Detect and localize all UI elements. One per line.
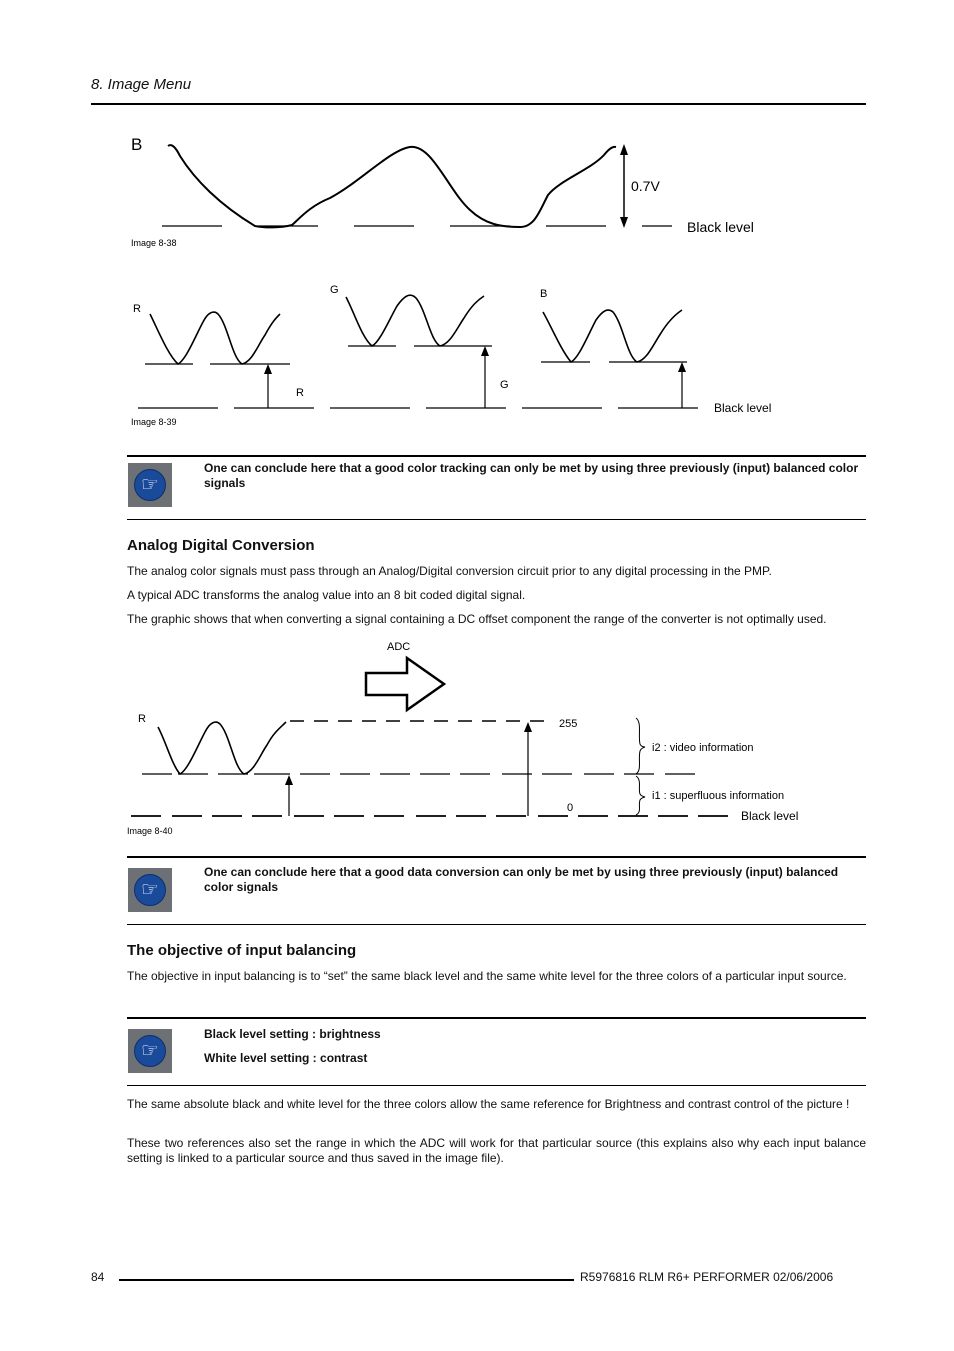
paragraph: The graphic shows that when converting a signal containing a DC offset component the range of the converter is not optimally used. xyxy=(127,612,827,626)
black-level-label: Black level xyxy=(687,219,754,235)
blue-waveform xyxy=(543,310,682,362)
superfluous-info-brace xyxy=(636,776,645,815)
paragraph: A typical ADC transforms the analog value into an 8 bit coded digital signal. xyxy=(127,588,526,602)
paragraph: The analog color signals must pass through an Analog/Digital conversion circuit prior to any digital processing in the PMP. xyxy=(127,564,772,578)
signal-r-label: R xyxy=(138,713,146,725)
paragraph: The same absolute black and white level for the three colors allow the same reference for Brightness and contrast control of the picture ! xyxy=(127,1097,850,1111)
paragraph: These two references also set the range in which the ADC will work for that particular source (this explains also why each input balance setting is linked to a particular source and thus saved in the image file). xyxy=(127,1136,866,1165)
page-number: 84 xyxy=(91,1270,105,1284)
figure-caption: Image 8-38 xyxy=(131,238,177,248)
superfluous-info-label: i1 : superfluous information xyxy=(652,790,785,802)
signal-b-waveform xyxy=(168,145,616,227)
note-box xyxy=(127,856,866,925)
document-info: R5976816 RLM R6+ PERFORMER 02/06/2006 xyxy=(580,1270,834,1284)
green-waveform xyxy=(346,295,484,346)
red-offset-label: R xyxy=(296,387,304,399)
figure-8-39 xyxy=(0,280,954,430)
red-label: R xyxy=(133,303,141,315)
section-title: 8. Image Menu xyxy=(91,76,192,93)
footer-rule xyxy=(119,1279,574,1281)
range-arrows xyxy=(285,722,532,816)
header-rule xyxy=(91,103,866,105)
pointing-hand-icon: ☞ xyxy=(128,1029,172,1073)
voltage-label: 0.7V xyxy=(631,178,660,194)
section-heading: Analog Digital Conversion xyxy=(127,537,315,554)
blue-label: B xyxy=(540,288,548,300)
pointing-hand-icon: ☞ xyxy=(128,463,172,507)
red-waveform xyxy=(158,722,286,774)
note-text: One can conclude here that a good data conversion can only be met by using three previously (input) balanced color signals xyxy=(204,865,839,894)
green-offset-label: G xyxy=(500,379,509,391)
note-line-white-level: White level setting : contrast xyxy=(204,1051,368,1065)
video-info-label: i2 : video information xyxy=(652,742,754,754)
note-line-black-level: Black level setting : brightness xyxy=(204,1027,381,1041)
black-level-label: Black level xyxy=(714,401,772,415)
note-text: One can conclude here that a good color tracking can only be met by using three previously (input) balanced color signals xyxy=(204,461,859,490)
green-label: G xyxy=(330,284,339,296)
adc-arrow xyxy=(366,658,444,710)
video-info-brace xyxy=(636,718,645,774)
min-value-label: 0 xyxy=(567,802,574,814)
section-heading: The objective of input balancing xyxy=(127,942,357,959)
note-box xyxy=(127,1017,866,1086)
note-box xyxy=(127,455,866,520)
pointing-hand-icon: ☞ xyxy=(128,868,172,912)
offset-arrows xyxy=(264,346,686,408)
black-level-label: Black level xyxy=(741,809,799,823)
figure-caption: Image 8-39 xyxy=(131,417,177,427)
max-value-label: 255 xyxy=(559,718,578,730)
red-waveform xyxy=(150,312,280,364)
paragraph: The objective in input balancing is to “set” the same black level and the same white level for the three colors of a particular input source. xyxy=(127,969,847,983)
figure-8-38 xyxy=(0,130,954,255)
figure-caption: Image 8-40 xyxy=(127,826,173,836)
signal-b-label: B xyxy=(131,135,143,154)
adc-label: ADC xyxy=(387,641,411,653)
figure-8-40 xyxy=(0,635,954,840)
